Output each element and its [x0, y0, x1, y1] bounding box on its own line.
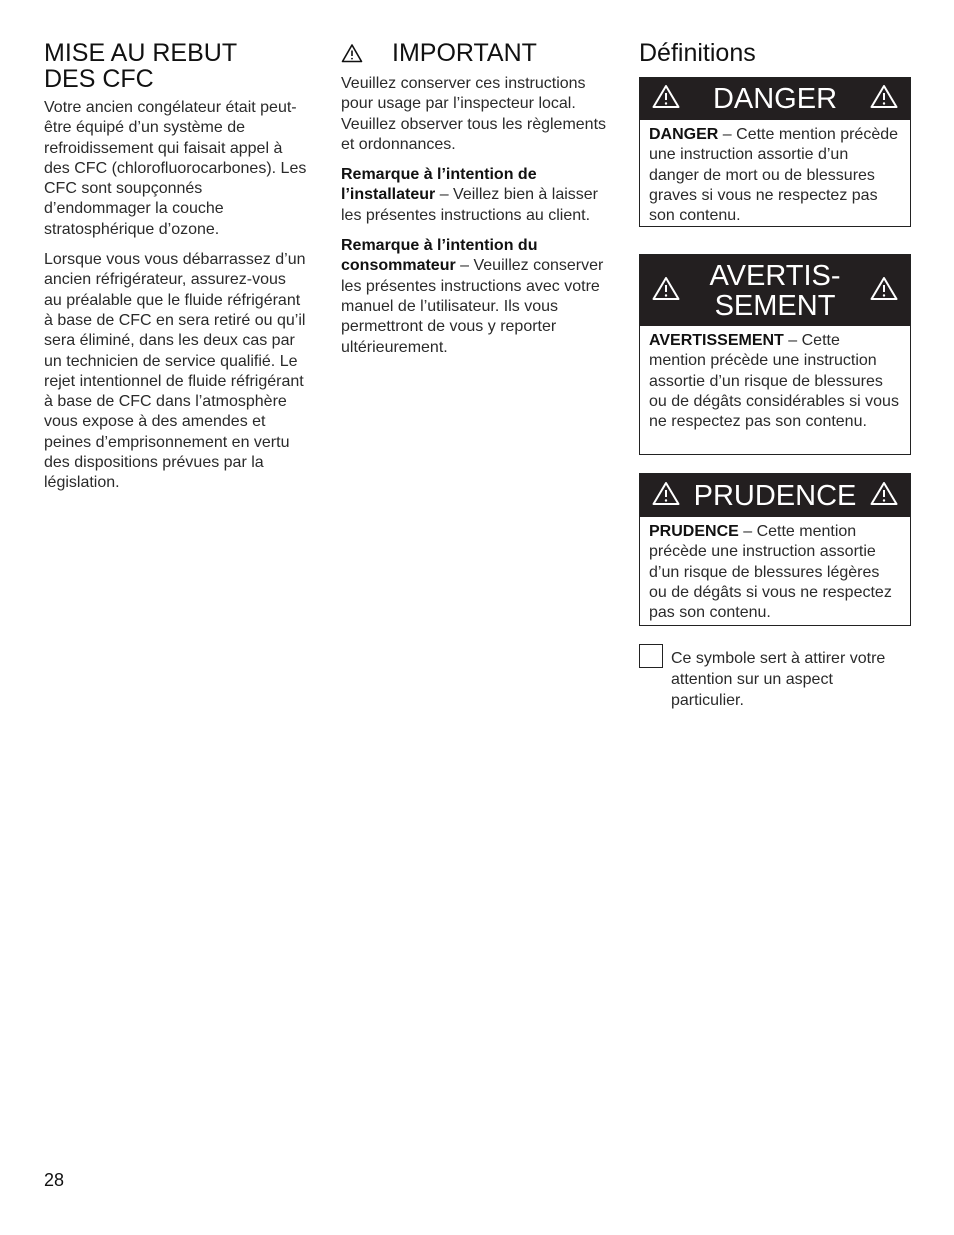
important-heading-row — [341, 40, 611, 66]
warning-label: AVERTISSEMENT — [649, 332, 784, 349]
cfc-heading: MISE AU REBUT DES CFC — [44, 39, 237, 93]
danger-banner — [640, 78, 910, 120]
danger-label: DANGER — [649, 126, 719, 143]
warning-triangle-icon — [652, 276, 680, 306]
installer-note-text: – Veillez bien à laisser les présentes instructions au client. — [341, 186, 599, 224]
page-number: 28 — [44, 1170, 65, 1190]
attention-square-icon — [639, 644, 663, 668]
installer-note-label: Remarque à l’intention de l’installateur — [341, 166, 537, 204]
warning-box — [639, 254, 911, 455]
warning-triangle-icon — [870, 481, 898, 511]
danger-title: DANGER — [712, 83, 838, 115]
consumer-note — [341, 236, 611, 358]
definitions-heading: Définitions — [639, 39, 756, 67]
important-paragraph: Veuillez conserver ces instructions pour usage par l’inspecteur local. Veuillez observer tous les règlements et ordonnances. — [341, 75, 607, 153]
warning-description — [640, 326, 910, 435]
danger-box — [639, 77, 911, 227]
cfc-paragraph-2: Lorsque vous vous débarrassez d’un ancien réfrigérateur, assurez-vous au préalable que le fluide réfrigérant à base de CFC en sera retiré ou qu’il sera éliminé, dans les deux cas par un technicien de service qualifié. Le rejet intentionnel de fluide réfrigérant à base de CFC dans l’atmosphère vous expose à des amendes et peines d’emprisonnement en vertu des dispositions prévues par la législation. — [44, 251, 306, 492]
warning-triangle-icon — [652, 481, 680, 511]
warning-triangle-outline-icon — [341, 43, 363, 63]
caution-title: PRUDENCE — [693, 479, 857, 512]
consumer-note-text: – Veuillez conserver les présentes instructions avec votre manuel de l’utilisateur. Ils vous permettront de vous y reporter ultérieurement. — [341, 257, 604, 356]
caution-label: PRUDENCE — [649, 523, 739, 540]
important-section — [341, 40, 611, 368]
definitions-section — [639, 40, 911, 711]
cfc-paragraph-1: Votre ancien congélateur était peut-être équipé d’un système de refroidissement qui faisait appel à des CFC (chlorofluorocarbones). Les CFC sont soupçonnés d’endommager la couche stratosphérique d’ozone. — [44, 99, 307, 238]
warning-triangle-icon — [652, 84, 680, 114]
caution-box — [639, 473, 911, 626]
important-heading: IMPORTANT — [392, 39, 537, 67]
warning-triangle-icon — [870, 276, 898, 306]
warning-title-line-2: SEMENT — [714, 289, 836, 322]
caution-banner — [640, 474, 910, 517]
warning-title-line-1: AVERTIS- — [709, 259, 841, 292]
warning-text: – Cette mention précède une instruction assortie d’un risque de blessures ou de dégâts considérables si vous ne respectez pas son contenu. — [649, 332, 899, 431]
warning-triangle-icon — [870, 84, 898, 114]
attention-note — [639, 644, 911, 711]
danger-description — [640, 120, 910, 229]
consumer-note-label: Remarque à l’intention du consommateur — [341, 237, 538, 275]
danger-text: – Cette mention précède une instruction assortie d’un danger de mort ou de blessures graves si vous ne respectez pas son contenu. — [649, 126, 899, 225]
warning-title — [680, 261, 870, 321]
caution-text: – Cette mention précède une instruction assortie d’un risque de blessures légères ou de dégâts si vous ne respectez pas son contenu. — [649, 523, 892, 622]
cfc-disposal-section — [44, 40, 310, 504]
caution-description — [640, 517, 910, 626]
installer-note — [341, 165, 611, 226]
warning-banner — [640, 255, 910, 326]
attention-note-text: Ce symbole sert à attirer votre attention sur un aspect particulier. — [671, 650, 886, 709]
